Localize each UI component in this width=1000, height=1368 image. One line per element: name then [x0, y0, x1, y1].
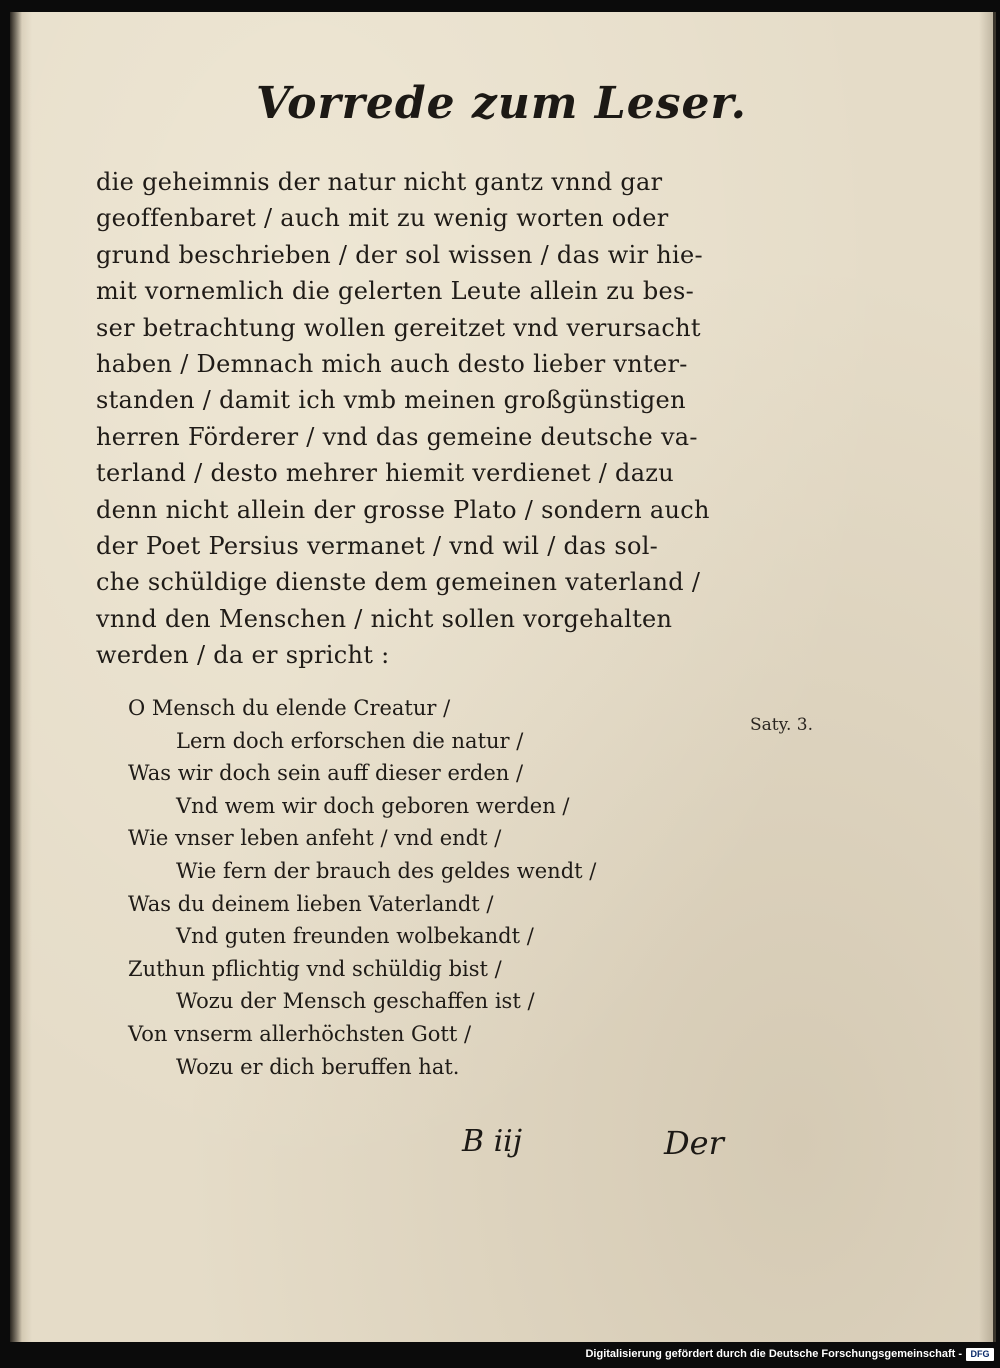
running-head: Vorrede zum Leser.: [256, 78, 747, 129]
prose-line: werden / da er spricht :: [96, 641, 390, 670]
verse-line: Von vnserm allerhöchsten Gott /: [128, 1021, 472, 1046]
verse-line: Wozu der Mensch geschaffen ist /: [176, 989, 535, 1014]
book-page: [10, 12, 996, 1342]
verse-line: O Mensch du elende Creatur /: [128, 696, 451, 720]
prose-line: geoffenbaret / auch mit zu wenig worten oder: [96, 204, 669, 233]
verse-line: Lern doch erforschen die natur /: [176, 728, 524, 753]
verse-line: Was wir doch sein auff dieser erden /: [128, 761, 524, 786]
verse-line: Vnd guten freunden wolbekandt /: [176, 924, 534, 949]
verse-line: Was du deinem lieben Vaterlandt /: [128, 891, 494, 916]
dfg-logo-icon: DFG: [966, 1348, 994, 1361]
prose-line: denn nicht allein der grosse Plato / sondern auch: [96, 495, 710, 524]
catchword: Der: [664, 1124, 724, 1162]
prose-line: der Poet Persius vermanet / vnd wil / das sol-: [96, 531, 659, 560]
marginal-note: Saty. 3.: [750, 715, 813, 735]
verse-line: Wie fern der brauch des geldes wendt /: [176, 858, 597, 883]
prose-line: die geheimnis der natur nicht gantz vnnd gar: [96, 168, 663, 196]
verse-line: Wie vnser leben anfeht / vnd endt /: [128, 826, 502, 851]
prose-line: herren Förderer / vnd das gemeine deutsche va-: [96, 422, 698, 451]
prose-line: che schüldige dienste dem gemeinen vaterland /: [96, 568, 701, 597]
prose-line: haben / Demnach mich auch desto lieber vnter-: [96, 349, 688, 378]
gutter-shadow: [10, 12, 22, 1342]
signature-mark: B iij: [462, 1124, 523, 1159]
verse-line: Wozu er dich beruffen hat.: [176, 1054, 460, 1079]
prose-line: standen / damit ich vmb meinen großgünstigen: [96, 386, 686, 415]
prose-line: vnnd den Menschen / nicht sollen vorgehalten: [96, 604, 673, 633]
digitization-credit: [585, 1346, 994, 1362]
credit-text: Digitalisierung gefördert durch die Deutsche Forschungsgemeinschaft -: [585, 1348, 962, 1360]
prose-line: mit vornemlich die gelerten Leute allein zu bes-: [96, 277, 695, 306]
prose-line: grund beschrieben / der sol wissen / das wir hie-: [96, 240, 703, 269]
prose-text: [96, 164, 736, 673]
verse-block: [128, 692, 728, 1083]
verse-line: Zuthun pflichtig vnd schüldig bist /: [128, 956, 502, 981]
verse-line: Vnd wem wir doch geboren werden /: [176, 793, 570, 818]
prose-line: ser betrachtung wollen gereitzet vnd verursacht: [96, 313, 701, 342]
prose-line: terland / desto mehrer hiemit verdienet / dazu: [96, 459, 675, 488]
